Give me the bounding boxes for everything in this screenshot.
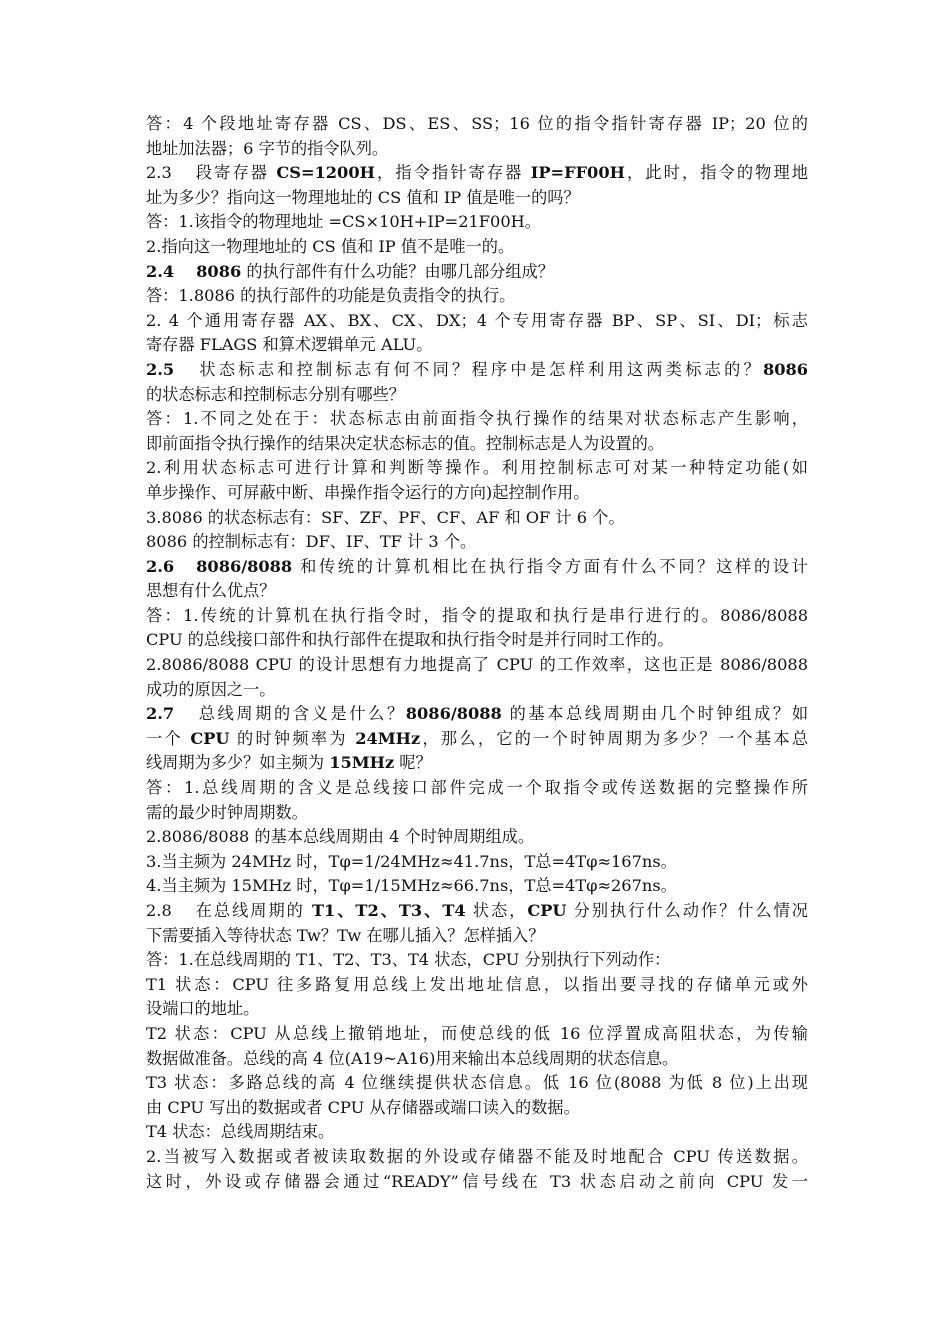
text-line	[146, 924, 808, 949]
text-line	[146, 506, 808, 531]
text-run: 的基本总线周期由几个时钟组成？如	[501, 704, 808, 724]
bold-text: CS=1200H	[276, 163, 375, 183]
text-line	[146, 850, 808, 875]
text-run: ，此时，指令的物理地	[624, 163, 808, 183]
text-run: 需的最少时钟周期数。	[146, 802, 308, 822]
text-run: 即前面指令执行操作的结果决定状态标志的值。控制标志是人为设置的。	[146, 433, 664, 453]
text-run: ，指令指针寄存器	[374, 163, 531, 183]
text-line	[146, 1047, 808, 1072]
text-line	[146, 751, 808, 776]
text-run: 答：1.该指令的物理地址 =CS×10H+IP=21F00H。	[146, 212, 541, 232]
question-number: 2.5	[146, 359, 175, 379]
text-run: 下需要插入等待状态 Tw？Tw 在哪儿插入？怎样插入？	[146, 925, 545, 945]
text-run: 4.当主频为 15MHz 时，Tφ=1/15MHz≈66.7ns，T总=4Tφ≈267ns。	[146, 876, 677, 896]
text-run: 分别执行什么动作？什么情况	[566, 901, 808, 920]
text-run: 答：1.传统的计算机在执行指令时，指令的提取和执行是串行进行的。8086/8088	[146, 605, 808, 625]
text-run: 的状态标志和控制标志分别有哪些？	[146, 384, 405, 404]
text-line	[146, 358, 808, 383]
text-line	[146, 874, 808, 899]
text-run: 思想有什么优点？	[146, 581, 276, 601]
text-run: 单步操作、可屏蔽中断、串操作指令运行的方向)起控制作用。	[146, 482, 590, 502]
question-number: 2.7	[146, 704, 175, 724]
text-run: 2.当被写入数据或者被读取数据的外设或存储器不能及时地配合 CPU 传送数据。	[146, 1146, 808, 1166]
text-line	[146, 456, 808, 481]
text-run: 数据做准备。总线的高 4 位(A19~A16)用来输出本总线周期的状态信息。	[146, 1048, 679, 1068]
bold-text: CPU	[527, 901, 567, 920]
text-run: 寄存器 FLAGS 和算术逻辑单元 ALU。	[146, 335, 433, 355]
text-run: 这时，外设或存储器会通过“READY”信号线在 T3 状态启动之前向 CPU 发一	[146, 1171, 808, 1191]
text-run: 段寄存器	[193, 163, 277, 183]
question-number: 2.6	[146, 556, 175, 576]
text-line	[146, 997, 808, 1022]
text-run: 2.指向这一物理地址的 CS 值和 IP 值不是唯一的。	[146, 236, 515, 256]
text-line	[146, 432, 808, 457]
text-run: 的时钟频率为	[229, 728, 356, 748]
text-run: CPU 的总线接口部件和执行部件在提取和执行指令时是并行同时工作的。	[146, 630, 674, 650]
text-line	[146, 284, 808, 309]
text-line	[146, 309, 808, 334]
text-run: T4 状态：总线周期结束。	[146, 1122, 335, 1142]
text-run: 8086 的控制标志有：DF、IF、TF 计 3 个。	[146, 532, 477, 552]
text-run: 状态标志和控制标志有何不同？程序中是怎样利用这两类标志的？	[196, 359, 763, 379]
text-line	[146, 899, 808, 924]
text-line	[146, 776, 808, 801]
text-run: 2. 4 个通用寄存器 AX、BX、CX、DX；4 个专用寄存器 BP、SP、SI、DI；标志	[146, 310, 808, 330]
text-run: 址为多少？指向这一物理地址的 CS 值和 IP 值是唯一的吗？	[146, 187, 580, 207]
text-run: ，那么，它的一个时钟周期为多少？一个基本总	[420, 728, 808, 748]
text-line	[146, 801, 808, 826]
text-run: 地址加法器；6 字节的指令队列。	[146, 138, 389, 158]
text-line	[146, 1096, 808, 1121]
question-number: 2.8	[146, 901, 172, 920]
text-line	[146, 702, 808, 727]
bold-text: CPU	[190, 728, 230, 748]
bold-text: 8086/8088	[405, 704, 502, 724]
text-line	[146, 678, 808, 703]
bold-text: 24MHz	[355, 728, 421, 748]
text-run: 设端口的地址。	[146, 999, 260, 1019]
bold-text: 15MHz	[329, 753, 395, 773]
text-line	[146, 948, 808, 973]
text-line	[146, 579, 808, 604]
text-line	[146, 260, 808, 285]
text-run: 3.当主频为 24MHz 时，Tφ=1/24MHz≈41.7ns，T总=4Tφ≈167ns。	[146, 851, 677, 871]
text-run: 答：1.在总线周期的 T1、T2、T3、T4 状态，CPU 分别执行下列动作：	[146, 950, 671, 970]
bold-text: 8086	[762, 359, 808, 379]
text-run: 的执行部件有什么功能？由哪几部分组成？	[241, 261, 554, 281]
bold-text: 8086/8088	[196, 556, 293, 576]
document-page	[146, 112, 808, 1194]
bold-text: 8086	[196, 261, 242, 281]
text-run: 答：4 个段地址寄存器 CS、DS、ES、SS；16 位的指令指针寄存器 IP；20 位的	[146, 114, 808, 133]
text-run: T2 状态：CPU 从总线上撤销地址，而使总线的低 16 位浮置成高阻状态，为传输	[146, 1023, 808, 1043]
text-run: 呢？	[394, 753, 432, 773]
text-run: 在总线周期的	[193, 901, 312, 920]
text-run: 答：1.总线周期的含义是总线接口部件完成一个取指令或传送数据的完整操作所	[146, 778, 808, 798]
text-run: T1 状态：CPU 往多路复用总线上发出地址信息，以指出要寻找的存储单元或外	[146, 974, 808, 994]
text-line	[146, 210, 808, 235]
question-number: 2.3	[146, 163, 172, 183]
text-run: 2.利用状态标志可进行计算和判断等操作。利用控制标志可对某一种特定功能(如	[146, 458, 808, 478]
text-run: 和传统的计算机相比在执行指令方面有什么不同？这样的设计	[292, 556, 808, 576]
text-line	[146, 407, 808, 432]
text-run: 由 CPU 写出的数据或者 CPU 从存储器或端口读入的数据。	[146, 1097, 580, 1117]
text-line	[146, 604, 808, 629]
text-run: 线周期为多少？如主频为	[146, 753, 330, 773]
text-line	[146, 481, 808, 506]
text-line	[146, 825, 808, 850]
text-run: 2.8086/8088 CPU 的设计思想有力地提高了 CPU 的工作效率，这也正是 8086/8088	[146, 655, 808, 675]
text-run: 3.8086 的状态标志有：SF、ZF、PF、CF、AF 和 OF 计 6 个。	[146, 507, 625, 527]
text-line	[146, 727, 808, 752]
text-line	[146, 973, 808, 998]
text-line	[146, 186, 808, 211]
text-line	[146, 628, 808, 653]
text-line	[146, 1022, 808, 1047]
text-run: 答：1.不同之处在于：状态标志由前面指令执行操作的结果对状态标志产生影响，	[146, 409, 808, 429]
text-line	[146, 555, 808, 580]
text-run: 一个	[146, 728, 191, 748]
text-line	[146, 1145, 808, 1170]
text-line	[146, 1071, 808, 1096]
bold-text: T1、T2、T3、T4	[311, 901, 466, 920]
text-run: 状态，	[465, 901, 528, 920]
question-number: 2.4	[146, 261, 175, 281]
text-line	[146, 235, 808, 260]
text-line	[146, 333, 808, 358]
text-line	[146, 137, 808, 162]
bold-text: IP=FF00H	[530, 163, 625, 183]
text-line	[146, 653, 808, 678]
text-run: 2.8086/8088 的基本总线周期由 4 个时钟周期组成。	[146, 827, 535, 847]
text-line	[146, 530, 808, 555]
text-line	[146, 112, 808, 137]
text-run: 成功的原因之一。	[146, 679, 276, 699]
text-run: T3 状态：多路总线的高 4 位继续提供状态信息。低 16 位(8088 为低 8 位)上出现	[146, 1073, 808, 1093]
text-run: 答：1.8086 的执行部件的功能是负责指令的执行。	[146, 286, 516, 306]
text-line	[146, 383, 808, 408]
text-line	[146, 161, 808, 186]
text-line	[146, 1120, 808, 1145]
text-line	[146, 1170, 808, 1195]
text-run: 总线周期的含义是什么？	[196, 704, 406, 724]
